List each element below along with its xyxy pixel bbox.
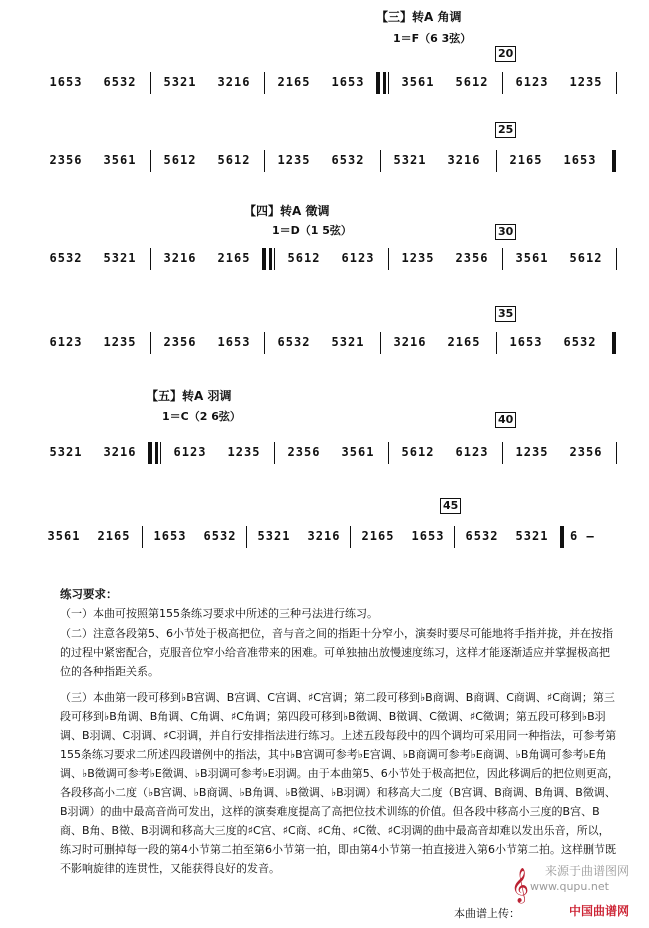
barline	[150, 332, 151, 354]
barline	[350, 526, 351, 548]
measure: 6123	[341, 251, 375, 265]
key-signature: 1＝C（2 6弦）	[162, 410, 241, 423]
measure: 2165	[509, 153, 543, 167]
brand-name: 中国曲谱网	[569, 904, 630, 918]
measure: 2165	[97, 529, 131, 543]
measure: 1653	[49, 75, 83, 89]
barline	[616, 72, 617, 94]
measure: 6532	[331, 153, 365, 167]
barline	[274, 442, 275, 464]
measure: 1235	[569, 75, 603, 89]
repeat-barline	[269, 248, 275, 270]
measure: 5612	[401, 445, 435, 459]
barline	[616, 248, 617, 270]
barline	[388, 442, 389, 464]
measure: 6532	[277, 335, 311, 349]
barline	[142, 526, 143, 548]
measure: 5612	[455, 75, 489, 89]
measure-number: 35	[495, 306, 516, 322]
barline	[380, 150, 381, 172]
measure: 2356	[163, 335, 197, 349]
barline	[496, 150, 497, 172]
double-barline	[376, 72, 380, 94]
measure: 1235	[227, 445, 261, 459]
double-barline	[262, 248, 266, 270]
measure: 6532	[465, 529, 499, 543]
measure: 2165	[277, 75, 311, 89]
measure: 5612	[163, 153, 197, 167]
requirement-item: （三）本曲第一段可移到♭B宫调、B宫调、C宫调、♯C宫调；第二段可移到♭B商调、B商调、C商调、♯C商调；第三段可移到♭B角调、B角调、C角调、♯C角调；第四段可移到♭B徵调、B徵调、C徵调、♯C徵调；第五段可移到♭B羽调、B羽调、C羽调、♯C羽调，并自行安排指法进行练习。上述五段每段中的四个调均可采用同一种指法，可参考第155条练习要求二所述四段谱例中的指法，其中♭B宫调可参考♭E宫调、♭B商调可参考♭E商调、♭B角调可参考♭E角调、♭B徵调可参考♭E徵调、♭B羽调可参考♭E羽调。由于本曲第5、6小节处于极高把位，因此移调后的把位则更高，各段移高小二度（♭B宫调、♭B商调、♭B角调、♭B徵调、♭B羽调）和移高大二度（B宫调、B商调、B角调、B徵调、B羽调）的曲中最高音尚可发出，这样的演奏难度提高了高把位技术训练的价值。但各段中移高小三度的B宫、B商、B角、B徵、B羽调和移高大三度的♯C宫、♯C商、♯C角、♯C徵、♯C羽调的曲中最高音却难以发出乐音，所以，练习时可删掉每一段的第4小节第二拍至第6小节第一拍，即由第4小节第一拍直接进入第6小节第二拍。这样删节既不影响旋律的连贯性，又能获得良好的发音。	[60, 691, 619, 875]
measure: 3216	[217, 75, 251, 89]
measure: 6123	[515, 75, 549, 89]
measure: 5321	[331, 335, 365, 349]
measure: 1235	[277, 153, 311, 167]
measure: 5321	[393, 153, 427, 167]
measure: 5612	[217, 153, 251, 167]
barline	[264, 332, 265, 354]
section-heading: 【四】转A 徵调	[244, 204, 330, 218]
measure: 3216	[447, 153, 481, 167]
barline	[502, 72, 503, 94]
measure: 1653	[331, 75, 365, 89]
measure: 5321	[49, 445, 83, 459]
measure: 2165	[361, 529, 395, 543]
measure-number: 30	[495, 224, 516, 240]
measure: 6123	[455, 445, 489, 459]
measure-number: 20	[495, 46, 516, 62]
measure: 5321	[257, 529, 291, 543]
barline	[264, 150, 265, 172]
measure: 3216	[393, 335, 427, 349]
double-barline	[612, 150, 616, 172]
measure: 6532	[103, 75, 137, 89]
measure: 5321	[163, 75, 197, 89]
measure: 6123	[173, 445, 207, 459]
measure: 3216	[163, 251, 197, 265]
measure: 5612	[287, 251, 321, 265]
measure: 6532	[203, 529, 237, 543]
footer-upload-label: 本曲谱上传：	[454, 907, 520, 920]
measure: 1653	[509, 335, 543, 349]
barline	[380, 332, 381, 354]
measure: 3216	[307, 529, 341, 543]
section-heading: 【五】转A 羽调	[146, 389, 232, 403]
barline	[388, 248, 389, 270]
measure: 1235	[103, 335, 137, 349]
measure-number: 45	[440, 498, 461, 514]
measure: 1653	[411, 529, 445, 543]
requirement-item: （二）注意各段第5、6小节处于极高把位，音与音之间的指距十分窄小，演奏时要尽可能地将手指并拢，并在按指的过程中紧密配合，克服音位窄小给音准带来的困难。可单独抽出放慢速度练习，这样才能逐渐适应并掌握极高把位的各种指距关系。	[60, 627, 613, 678]
measure: 1653	[153, 529, 187, 543]
measure: 5321	[515, 529, 549, 543]
barline	[496, 332, 497, 354]
barline	[150, 248, 151, 270]
measure: 1235	[401, 251, 435, 265]
section-heading: 【三】转A 角调	[376, 10, 462, 24]
measure: 2356	[287, 445, 321, 459]
measure-number: 25	[495, 122, 516, 138]
staff-row-1	[40, 47, 620, 100]
barline	[150, 72, 151, 94]
staff-row-4	[40, 307, 620, 360]
measure: 1653	[563, 153, 597, 167]
staff-row-2	[40, 123, 620, 178]
measure: 6532	[563, 335, 597, 349]
measure: 1653	[217, 335, 251, 349]
barline	[502, 248, 503, 270]
requirement-item: （一）本曲可按照第155条练习要求中所述的三种弓法进行练习。	[60, 607, 378, 620]
watermark-url: www.qupu.net	[530, 880, 609, 893]
measure-number: 40	[495, 412, 516, 428]
barline	[616, 442, 617, 464]
barline	[454, 526, 455, 548]
measure: 2165	[447, 335, 481, 349]
measure: 5321	[103, 251, 137, 265]
barline	[502, 442, 503, 464]
key-signature: 1＝D（1 5弦）	[272, 224, 352, 237]
measure: 5612	[569, 251, 603, 265]
barline	[150, 150, 151, 172]
measure: 3561	[47, 529, 81, 543]
repeat-barline	[383, 72, 389, 94]
measure: 3561	[103, 153, 137, 167]
barline	[264, 72, 265, 94]
treble-clef-logo-icon: 𝄞	[511, 868, 529, 903]
measure: 2356	[49, 153, 83, 167]
key-signature: 1＝F（6 3弦）	[393, 32, 472, 45]
barline	[246, 526, 247, 548]
double-barline	[148, 442, 152, 464]
staff-row-6	[40, 499, 620, 554]
repeat-barline	[155, 442, 161, 464]
measure: 3561	[341, 445, 375, 459]
measure: 3561	[515, 251, 549, 265]
measure: 1235	[515, 445, 549, 459]
requirements-title: 练习要求：	[60, 587, 118, 601]
measure: 6532	[49, 251, 83, 265]
measure: 2356	[569, 445, 603, 459]
final-note: 6 –	[570, 529, 595, 543]
measure: 6123	[49, 335, 83, 349]
measure: 3561	[401, 75, 435, 89]
measure: 3216	[103, 445, 137, 459]
measure: 2165	[217, 251, 251, 265]
measure: 2356	[455, 251, 489, 265]
double-barline	[560, 526, 564, 548]
watermark: 来源于曲谱图网	[545, 864, 630, 878]
double-barline	[612, 332, 616, 354]
